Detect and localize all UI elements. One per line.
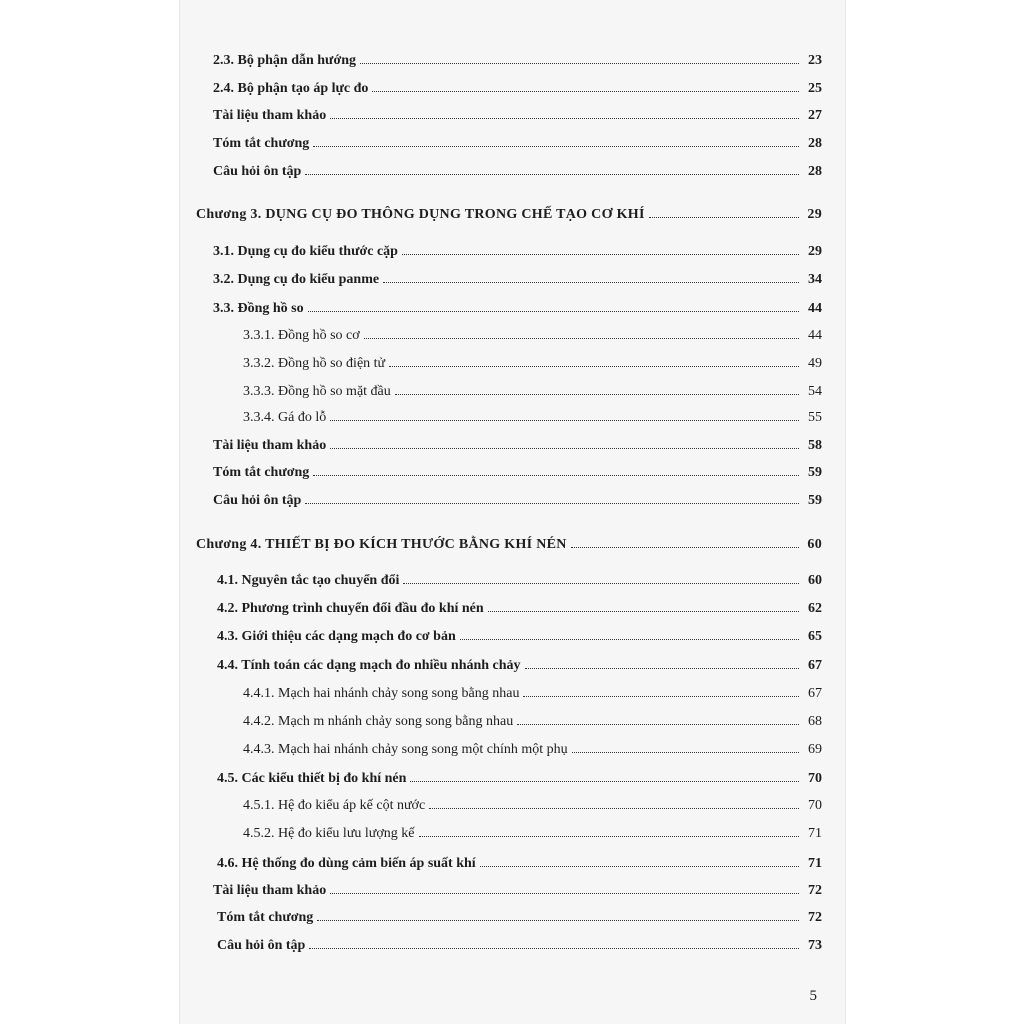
dot-leader [649, 217, 799, 218]
toc-entry-title: Tài liệu tham khảo [213, 883, 327, 898]
toc-entry-page: 65 [808, 629, 822, 644]
dot-leader [571, 547, 799, 548]
toc-entry [243, 713, 822, 731]
dot-leader [517, 724, 799, 725]
toc-entry-page: 29 [808, 244, 822, 259]
toc-entry-title: Tóm tắt chương [213, 465, 310, 480]
dot-leader [309, 948, 799, 949]
toc-entry-title: 4.4. Tính toán các dạng mạch đo nhiều nhánh chảy [217, 658, 521, 673]
dot-leader [402, 254, 799, 255]
page-number: 5 [809, 988, 817, 1004]
dot-leader [460, 639, 799, 640]
toc-entry [217, 572, 822, 590]
toc-entry-title: 3.3.1. Đồng hồ so cơ [243, 328, 360, 343]
dot-leader [572, 752, 799, 753]
dot-leader [330, 420, 799, 421]
dot-leader [364, 338, 799, 339]
toc-entry-title: 4.2. Phương trình chuyển đổi đầu đo khí nén [217, 601, 484, 616]
toc-entry-title: 4.5.1. Hệ đo kiểu áp kế cột nước [243, 798, 426, 813]
toc-entry [213, 464, 822, 482]
toc-entry-page: 67 [808, 686, 822, 701]
toc-entry [243, 383, 822, 401]
toc-entry [213, 492, 822, 510]
dot-leader [488, 611, 799, 612]
toc-entry-title: Câu hỏi ôn tập [213, 493, 302, 508]
toc-entry-page: 59 [808, 465, 822, 480]
toc-entry-title: Chương 3. DỤNG CỤ ĐO THÔNG DỤNG TRONG CHẾ TẠO CƠ KHÍ [196, 207, 645, 222]
toc-entry [243, 741, 822, 759]
toc-entry-page: 44 [808, 301, 822, 316]
dot-leader [313, 146, 799, 147]
toc-entry-page: 55 [808, 410, 822, 425]
toc-entry-page: 49 [808, 356, 822, 371]
toc-entry [213, 882, 822, 900]
toc-entry-title: 3.3.2. Đồng hồ so điện tử [243, 356, 386, 371]
toc-entry-title: Câu hỏi ôn tập [213, 164, 302, 179]
dot-leader [403, 583, 799, 584]
toc-entry [243, 685, 822, 703]
toc-entry-page: 70 [808, 798, 822, 813]
toc-entry-page: 25 [808, 81, 822, 96]
toc-entry [243, 409, 822, 427]
toc-entry-title: 3.3. Đồng hồ so [213, 301, 304, 316]
dot-leader [395, 394, 799, 395]
toc-entry [243, 355, 822, 373]
toc-entry-page: 70 [808, 771, 822, 786]
toc-entry-title: 3.2. Dụng cụ đo kiểu panme [213, 272, 380, 287]
toc-entry-title: Chương 4. THIẾT BỊ ĐO KÍCH THƯỚC BẰNG KHÍ NÉN [196, 537, 567, 552]
toc-entry-page: 60 [808, 573, 822, 588]
toc-entry-title: 4.1. Nguyên tắc tạo chuyển đổi [217, 573, 400, 588]
dot-leader [410, 781, 799, 782]
toc-entry-title: 4.5.2. Hệ đo kiểu lưu lượng kế [243, 826, 415, 841]
dot-leader [419, 836, 800, 837]
toc-entry-title: Câu hỏi ôn tập [217, 938, 306, 953]
toc-entry [217, 770, 822, 788]
toc-entry-title: 4.4.1. Mạch hai nhánh chảy song song bằng nhau [243, 686, 520, 701]
toc-entry [213, 52, 822, 70]
toc-entry [217, 628, 822, 646]
dot-leader [525, 668, 799, 669]
toc-entry-page: 28 [808, 136, 822, 151]
toc-entry [213, 271, 822, 289]
toc-entry-page: 23 [808, 53, 822, 68]
toc-entry [213, 80, 822, 98]
toc-entry-page: 58 [808, 438, 822, 453]
toc-entry-title: Tài liệu tham khảo [213, 438, 327, 453]
toc-entry-title: 2.3. Bộ phận dẫn hướng [213, 53, 356, 68]
toc-entry [213, 163, 822, 181]
toc-entry-page: 27 [808, 108, 822, 123]
dot-leader [330, 118, 799, 119]
dot-leader [480, 866, 799, 867]
toc-entry-title: 3.3.4. Gá đo lỗ [243, 410, 327, 425]
toc-entry [217, 855, 822, 873]
toc-entry [243, 825, 822, 843]
toc-entry-title: 4.4.2. Mạch m nhánh chảy song song bằng nhau [243, 714, 514, 729]
document-page [180, 0, 845, 1024]
toc-entry-title: 2.4. Bộ phận tạo áp lực đo [213, 81, 369, 96]
toc-entry-title: 3.1. Dụng cụ đo kiểu thước cặp [213, 244, 398, 259]
toc-entry-page: 62 [808, 601, 822, 616]
toc-entry-title: 4.6. Hệ thống đo dùng cảm biến áp suất khí [217, 856, 476, 871]
toc-entry-page: 28 [808, 164, 822, 179]
toc-entry-page: 54 [808, 384, 822, 399]
toc-entry-page: 59 [808, 493, 822, 508]
toc-entry-page: 72 [808, 883, 822, 898]
toc-entry [243, 327, 822, 345]
toc-entry [217, 657, 822, 675]
toc-entry-page: 44 [808, 328, 822, 343]
toc-entry-page: 69 [808, 742, 822, 757]
toc-entry-page: 72 [808, 910, 822, 925]
toc-entry [213, 135, 822, 153]
toc-entry-page: 71 [808, 856, 822, 871]
toc-entry [217, 909, 822, 927]
dot-leader [308, 311, 799, 312]
toc-entry-page: 68 [808, 714, 822, 729]
dot-leader [305, 503, 799, 504]
toc-chapter-entry [196, 536, 822, 554]
toc-entry-title: Tóm tắt chương [213, 136, 310, 151]
toc-entry-title: Tài liệu tham khảo [213, 108, 327, 123]
dot-leader [305, 174, 799, 175]
toc-entry-title: 4.4.3. Mạch hai nhánh chảy song song một chính một phụ [243, 742, 568, 757]
toc-entry-page: 71 [808, 826, 822, 841]
dot-leader [317, 920, 799, 921]
dot-leader [330, 448, 799, 449]
dot-leader [523, 696, 799, 697]
toc-entry [217, 600, 822, 618]
toc-entry [217, 937, 822, 955]
dot-leader [429, 808, 799, 809]
toc-entry [213, 437, 822, 455]
dot-leader [360, 63, 799, 64]
dot-leader [372, 91, 799, 92]
toc-entry-title: 4.5. Các kiểu thiết bị đo khí nén [217, 771, 407, 786]
toc-entry-page: 73 [808, 938, 822, 953]
toc-entry-title: 4.3. Giới thiệu các dạng mạch đo cơ bản [217, 629, 456, 644]
toc-entry [213, 243, 822, 261]
toc-entry-page: 29 [807, 207, 822, 222]
dot-leader [330, 893, 799, 894]
toc-entry [213, 107, 822, 125]
toc-entry-page: 67 [808, 658, 822, 673]
toc-entry-title: 3.3.3. Đồng hồ so mặt đầu [243, 384, 391, 399]
toc-entry-page: 60 [807, 537, 822, 552]
toc-entry-page: 34 [808, 272, 822, 287]
toc-entry [243, 797, 822, 815]
toc-entry [213, 300, 822, 318]
dot-leader [313, 475, 799, 476]
toc-chapter-entry [196, 206, 822, 224]
toc-entry-title: Tóm tắt chương [217, 910, 314, 925]
dot-leader [389, 366, 799, 367]
dot-leader [383, 282, 799, 283]
